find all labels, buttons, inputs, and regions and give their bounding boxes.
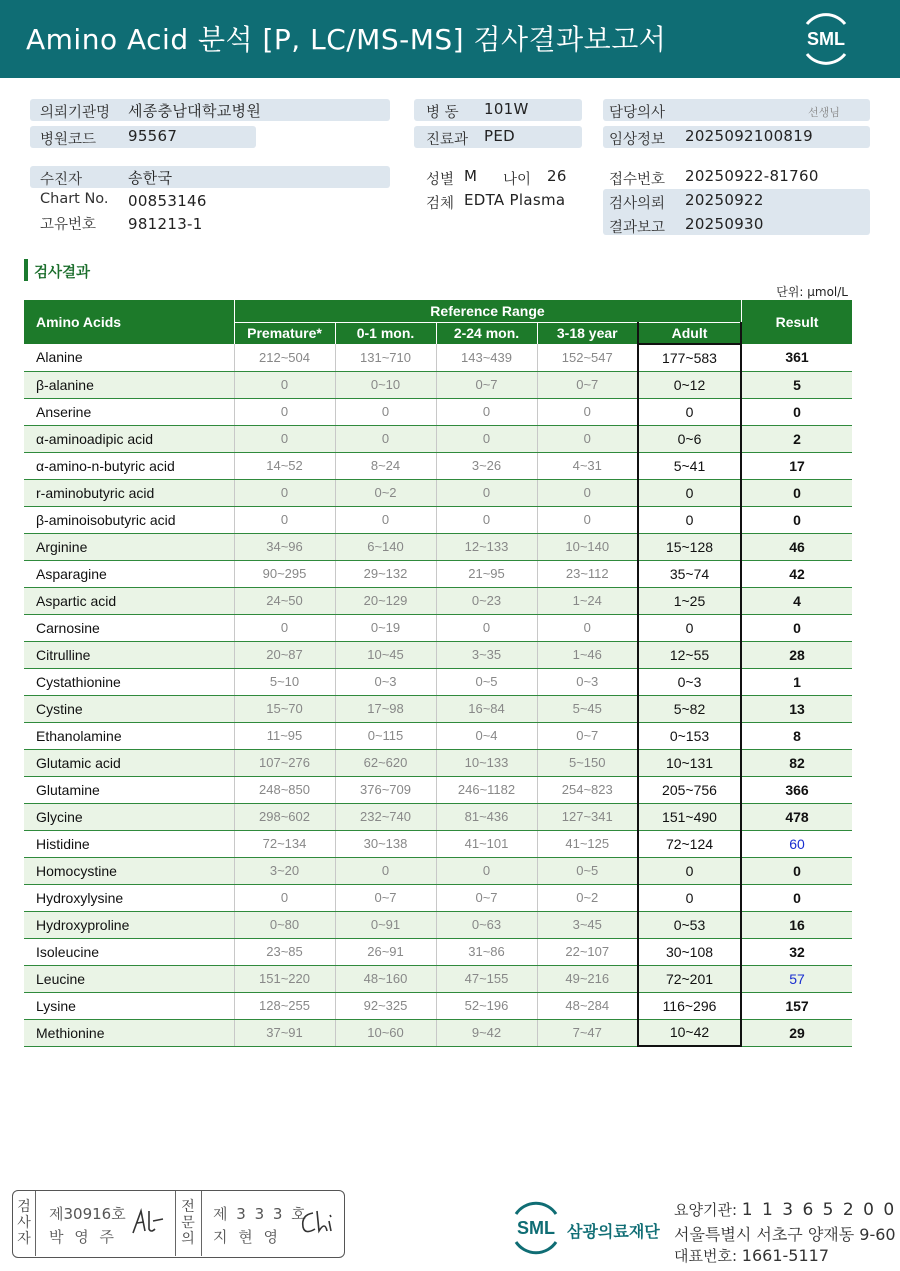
footer-code (674, 1199, 896, 1220)
ref-2-24mon: 0 (436, 398, 537, 425)
ref-0-1mon: 0 (335, 398, 436, 425)
ref-adult: 10~42 (638, 1019, 741, 1046)
ref-0-1mon: 0~10 (335, 371, 436, 398)
hospital-code-value: 95567 (128, 127, 178, 145)
ref-2-24mon: 21~95 (436, 560, 537, 587)
ref-premature: 0 (234, 425, 335, 452)
ref-3-18year: 127~341 (537, 803, 638, 830)
table-row (24, 803, 852, 830)
ref-0-1mon: 30~138 (335, 830, 436, 857)
ref-0-1mon: 17~98 (335, 695, 436, 722)
department-label: 진료과 (426, 132, 469, 148)
ref-premature: 90~295 (234, 560, 335, 587)
ref-adult: 151~490 (638, 803, 741, 830)
ref-0-1mon: 0~3 (335, 668, 436, 695)
result-value: 366 (741, 776, 852, 803)
amino-acid-name: Lysine (24, 992, 234, 1019)
ref-2-24mon: 0 (436, 479, 537, 506)
table-row (24, 965, 852, 992)
ref-0-1mon: 232~740 (335, 803, 436, 830)
result-value: 478 (741, 803, 852, 830)
ref-3-18year: 48~284 (537, 992, 638, 1019)
ref-3-18year: 0~2 (537, 884, 638, 911)
ref-0-1mon: 26~91 (335, 938, 436, 965)
unique-no-label: 고유번호 (40, 217, 97, 233)
ref-premature: 0 (234, 506, 335, 533)
ward-value: 101W (484, 100, 529, 118)
sig-divider (175, 1191, 176, 1256)
result-value: 0 (741, 398, 852, 425)
result-value: 4 (741, 587, 852, 614)
ref-3-18year: 0~5 (537, 857, 638, 884)
sig-divider (35, 1191, 36, 1256)
ref-adult: 0 (638, 479, 741, 506)
sml-logo-icon (797, 12, 855, 66)
ref-3-18year: 152~547 (537, 344, 638, 371)
table-row (24, 749, 852, 776)
table-row (24, 452, 852, 479)
ref-2-24mon: 52~196 (436, 992, 537, 1019)
ref-3-18year: 1~46 (537, 641, 638, 668)
amino-acid-name: Citrulline (24, 641, 234, 668)
requesting-org-label: 의뢰기관명 (40, 105, 111, 121)
ref-0-1mon: 10~60 (335, 1019, 436, 1046)
amino-acid-name: Carnosine (24, 614, 234, 641)
header-banner (0, 0, 900, 78)
svg-text:SML: SML (517, 1218, 555, 1238)
specimen-label: 검체 (426, 196, 455, 212)
amino-acid-name: Cystine (24, 695, 234, 722)
signature-box (12, 1190, 345, 1258)
amino-acid-name: β-alanine (24, 371, 234, 398)
chart-no-label: Chart No. (40, 191, 109, 207)
ref-3-18year: 0 (537, 398, 638, 425)
ref-premature: 34~96 (234, 533, 335, 560)
sig-divider (201, 1191, 202, 1256)
department-value: PED (484, 127, 515, 145)
ref-premature: 23~85 (234, 938, 335, 965)
ref-3-18year: 0 (537, 425, 638, 452)
ref-adult: 0 (638, 857, 741, 884)
ref-adult: 177~583 (638, 344, 741, 371)
specialist-signature-icon (297, 1207, 337, 1237)
ref-2-24mon: 0~4 (436, 722, 537, 749)
ref-3-18year: 3~45 (537, 911, 638, 938)
ref-3-18year: 7~47 (537, 1019, 638, 1046)
table-row (24, 722, 852, 749)
ref-3-18year: 0~7 (537, 371, 638, 398)
result-value: 32 (741, 938, 852, 965)
clinical-info-label: 임상정보 (609, 132, 666, 148)
ref-0-1mon: 20~129 (335, 587, 436, 614)
result-value: 0 (741, 614, 852, 641)
reference-range-header: Reference Range (234, 300, 741, 322)
result-value: 13 (741, 695, 852, 722)
result-value: 82 (741, 749, 852, 776)
report-title: Amino Acid 분석 [P, LC/MS-MS] 검사결과보고서 (26, 23, 667, 56)
unit-label: 단위: μmol/L (776, 285, 848, 299)
age-value: 26 (547, 167, 567, 185)
inspector-license: 제30916호 (49, 1205, 126, 1223)
ref-premature: 0 (234, 614, 335, 641)
ref-0-1mon: 62~620 (335, 749, 436, 776)
result-value: 46 (741, 533, 852, 560)
ref-2-24mon: 143~439 (436, 344, 537, 371)
ref-adult: 0 (638, 506, 741, 533)
ref-3-18year: 0~7 (537, 722, 638, 749)
ref-adult: 5~41 (638, 452, 741, 479)
ref-3-18year: 0 (537, 506, 638, 533)
amino-acids-header: Amino Acids (24, 300, 234, 344)
age-label: 나이 (503, 172, 532, 188)
receipt-no-value: 20250922-81760 (685, 167, 819, 185)
specialist-label: 전문의 (181, 1199, 195, 1247)
ref-2-24mon: 16~84 (436, 695, 537, 722)
ref-premature: 72~134 (234, 830, 335, 857)
ref-adult: 0 (638, 398, 741, 425)
ref-0-1mon: 0 (335, 425, 436, 452)
amino-acid-name: Leucine (24, 965, 234, 992)
ref-adult: 30~108 (638, 938, 741, 965)
inspector-signature-icon (131, 1207, 167, 1237)
ref-2-24mon: 0~7 (436, 371, 537, 398)
result-value: 157 (741, 992, 852, 1019)
sex-label: 성별 (426, 172, 455, 188)
ref-2-24mon: 10~133 (436, 749, 537, 776)
ref-premature: 15~70 (234, 695, 335, 722)
result-value: 1 (741, 668, 852, 695)
table-row (24, 398, 852, 425)
ref-0-1mon: 0~7 (335, 884, 436, 911)
ref-3-18year: 4~31 (537, 452, 638, 479)
ref-adult: 12~55 (638, 641, 741, 668)
ref-adult: 1~25 (638, 587, 741, 614)
ref-adult: 72~201 (638, 965, 741, 992)
ref-premature: 3~20 (234, 857, 335, 884)
result-value: 361 (741, 344, 852, 371)
table-row (24, 479, 852, 506)
specimen-value: EDTA Plasma (464, 191, 566, 209)
ref-3-18year: 5~45 (537, 695, 638, 722)
table-row (24, 344, 852, 371)
ref-3-18year: 5~150 (537, 749, 638, 776)
ref-0-1mon: 131~710 (335, 344, 436, 371)
ref-3-18year: 0 (537, 614, 638, 641)
ref-premature: 0 (234, 884, 335, 911)
ref-2-24mon: 0~5 (436, 668, 537, 695)
ref-premature: 248~850 (234, 776, 335, 803)
amino-acid-name: Ethanolamine (24, 722, 234, 749)
ref-2-24mon: 0 (436, 614, 537, 641)
specialist-name: 지 현 영 (213, 1228, 282, 1246)
table-row (24, 884, 852, 911)
ref-premature: 37~91 (234, 1019, 335, 1046)
ref-0-1mon: 48~160 (335, 965, 436, 992)
ref-adult: 0 (638, 614, 741, 641)
footer-org-name: 삼광의료재단 (567, 1222, 660, 1241)
doctor-suffix: 선생님 (808, 106, 840, 119)
amino-acid-name: α-aminoadipic acid (24, 425, 234, 452)
ref-2-24mon: 0~7 (436, 884, 537, 911)
section-title: 검사결과 (34, 265, 91, 281)
ref-2-24mon: 3~26 (436, 452, 537, 479)
ref-2-24mon: 0 (436, 506, 537, 533)
ref-premature: 5~10 (234, 668, 335, 695)
ref-0-1mon: 376~709 (335, 776, 436, 803)
patient-value: 송한국 (128, 169, 173, 187)
ref-0-1mon: 29~132 (335, 560, 436, 587)
inspector-label: 검사자 (17, 1199, 31, 1247)
ref-premature: 0~80 (234, 911, 335, 938)
table-row (24, 425, 852, 452)
ref-0-1mon: 0 (335, 506, 436, 533)
table-row (24, 587, 852, 614)
table-row (24, 614, 852, 641)
ref-2-24mon: 246~1182 (436, 776, 537, 803)
ward-label: 병 동 (426, 105, 459, 121)
result-value: 60 (741, 830, 852, 857)
ref-2-24mon: 41~101 (436, 830, 537, 857)
amino-acid-name: Methionine (24, 1019, 234, 1046)
amino-acid-name: α-amino-n-butyric acid (24, 452, 234, 479)
amino-acid-name: Cystathionine (24, 668, 234, 695)
result-value: 5 (741, 371, 852, 398)
hospital-code-label: 병원코드 (40, 132, 97, 148)
specialist-license: 제 3 3 3 호 (213, 1205, 308, 1223)
svg-text:SML: SML (807, 29, 845, 49)
ref-adult: 0~12 (638, 371, 741, 398)
amino-acid-name: Isoleucine (24, 938, 234, 965)
amino-acid-name: Homocystine (24, 857, 234, 884)
ref-premature: 0 (234, 371, 335, 398)
ref-3-18year: 0 (537, 479, 638, 506)
requesting-org-value: 세종충남대학교병원 (128, 102, 262, 120)
ref-0-1mon: 0~2 (335, 479, 436, 506)
footer-address: 서울특별시 서초구 양재동 9-60 (674, 1225, 896, 1244)
result-value: 0 (741, 884, 852, 911)
result-value: 2 (741, 425, 852, 452)
ref-adult: 10~131 (638, 749, 741, 776)
amino-acid-name: Hydroxylysine (24, 884, 234, 911)
footer-code-value: 1 1 3 6 5 2 0 0 (741, 1200, 897, 1220)
ref-2-24mon: 9~42 (436, 1019, 537, 1046)
receipt-no-label: 접수번호 (609, 172, 666, 188)
unique-no-value: 981213-1 (128, 215, 203, 233)
patient-shade (30, 166, 390, 188)
ref-2-24mon: 12~133 (436, 533, 537, 560)
result-value: 0 (741, 479, 852, 506)
result-value: 17 (741, 452, 852, 479)
ref-2-24mon: 81~436 (436, 803, 537, 830)
amino-acid-rows (24, 344, 852, 1046)
result-value: 42 (741, 560, 852, 587)
ref-adult: 205~756 (638, 776, 741, 803)
result-header: Result (741, 300, 852, 344)
result-value: 16 (741, 911, 852, 938)
ref-premature: 128~255 (234, 992, 335, 1019)
amino-acid-name: Anserine (24, 398, 234, 425)
footer-sml-logo-icon (508, 1200, 564, 1256)
table-row (24, 992, 852, 1019)
ref-premature: 14~52 (234, 452, 335, 479)
test-request-label: 검사의뢰 (609, 196, 666, 212)
result-value: 28 (741, 641, 852, 668)
doctor-label: 담당의사 (609, 105, 666, 121)
table-row (24, 695, 852, 722)
footer-phone-label: 대표번호: (674, 1247, 738, 1265)
ref-3-18year: 41~125 (537, 830, 638, 857)
result-report-label: 결과보고 (609, 220, 666, 236)
ref-premature: 298~602 (234, 803, 335, 830)
amino-acid-name: Arginine (24, 533, 234, 560)
ref-adult: 5~82 (638, 695, 741, 722)
ref-premature: 20~87 (234, 641, 335, 668)
patient-label: 수진자 (40, 172, 83, 188)
result-value: 0 (741, 857, 852, 884)
ref-3-18year: 10~140 (537, 533, 638, 560)
ref-2-24mon: 3~35 (436, 641, 537, 668)
table-row (24, 776, 852, 803)
ref-3-18year: 254~823 (537, 776, 638, 803)
amino-acid-name: Glutamic acid (24, 749, 234, 776)
table-row (24, 371, 852, 398)
ref-0-1mon: 0~19 (335, 614, 436, 641)
ref-adult: 0~3 (638, 668, 741, 695)
amino-acid-table (24, 300, 852, 1047)
age-3-18year-header: 3-18 year (537, 322, 638, 344)
table-row (24, 533, 852, 560)
ref-premature: 151~220 (234, 965, 335, 992)
table-row (24, 506, 852, 533)
sex-value: M (464, 167, 478, 185)
result-report-value: 20250930 (685, 215, 764, 233)
test-request-value: 20250922 (685, 191, 764, 209)
result-value: 57 (741, 965, 852, 992)
footer-phone-value: 1661-5117 (741, 1246, 830, 1265)
ref-adult: 15~128 (638, 533, 741, 560)
table-row (24, 641, 852, 668)
ref-2-24mon: 0~23 (436, 587, 537, 614)
ref-0-1mon: 0~91 (335, 911, 436, 938)
amino-acid-name: Glycine (24, 803, 234, 830)
chart-no-value: 00853146 (128, 192, 207, 210)
table-row (24, 857, 852, 884)
ref-3-18year: 22~107 (537, 938, 638, 965)
ref-premature: 0 (234, 398, 335, 425)
adult-header: Adult (638, 322, 741, 344)
ref-premature: 24~50 (234, 587, 335, 614)
amino-acid-name: Aspartic acid (24, 587, 234, 614)
ref-premature: 212~504 (234, 344, 335, 371)
ref-adult: 72~124 (638, 830, 741, 857)
amino-acid-name: Glutamine (24, 776, 234, 803)
age-2-24mon-header: 2-24 mon. (436, 322, 537, 344)
ref-2-24mon: 0 (436, 425, 537, 452)
result-value: 0 (741, 506, 852, 533)
table-row (24, 911, 852, 938)
ref-0-1mon: 6~140 (335, 533, 436, 560)
table-row (24, 830, 852, 857)
ref-adult: 35~74 (638, 560, 741, 587)
ref-3-18year: 23~112 (537, 560, 638, 587)
amino-acid-name: Histidine (24, 830, 234, 857)
footer-code-label: 요양기관: (674, 1201, 738, 1219)
ref-3-18year: 49~216 (537, 965, 638, 992)
ref-premature: 11~95 (234, 722, 335, 749)
ref-adult: 116~296 (638, 992, 741, 1019)
ref-2-24mon: 31~86 (436, 938, 537, 965)
footer-phone (674, 1245, 829, 1266)
ref-3-18year: 1~24 (537, 587, 638, 614)
clinical-info-value: 2025092100819 (685, 127, 813, 145)
table-row (24, 560, 852, 587)
ref-2-24mon: 47~155 (436, 965, 537, 992)
ref-0-1mon: 0 (335, 857, 436, 884)
table-row (24, 938, 852, 965)
table-row (24, 1019, 852, 1046)
ref-2-24mon: 0~63 (436, 911, 537, 938)
age-0-1mon-header: 0-1 mon. (335, 322, 436, 344)
table-row (24, 668, 852, 695)
result-value: 29 (741, 1019, 852, 1046)
amino-acid-name: r-aminobutyric acid (24, 479, 234, 506)
ref-0-1mon: 0~115 (335, 722, 436, 749)
ref-3-18year: 0~3 (537, 668, 638, 695)
ref-0-1mon: 10~45 (335, 641, 436, 668)
ref-premature: 0 (234, 479, 335, 506)
amino-acid-name: Alanine (24, 344, 234, 371)
amino-acid-name: Asparagine (24, 560, 234, 587)
amino-acid-name: β-aminoisobutyric acid (24, 506, 234, 533)
ref-adult: 0~53 (638, 911, 741, 938)
ref-2-24mon: 0 (436, 857, 537, 884)
ref-0-1mon: 92~325 (335, 992, 436, 1019)
section-marker (24, 259, 28, 281)
amino-acid-name: Hydroxyproline (24, 911, 234, 938)
ref-adult: 0~6 (638, 425, 741, 452)
ref-adult: 0~153 (638, 722, 741, 749)
ref-adult: 0 (638, 884, 741, 911)
inspector-name: 박 영 주 (49, 1228, 118, 1246)
premature-header: Premature* (234, 322, 335, 344)
ref-premature: 107~276 (234, 749, 335, 776)
result-value: 8 (741, 722, 852, 749)
ref-0-1mon: 8~24 (335, 452, 436, 479)
